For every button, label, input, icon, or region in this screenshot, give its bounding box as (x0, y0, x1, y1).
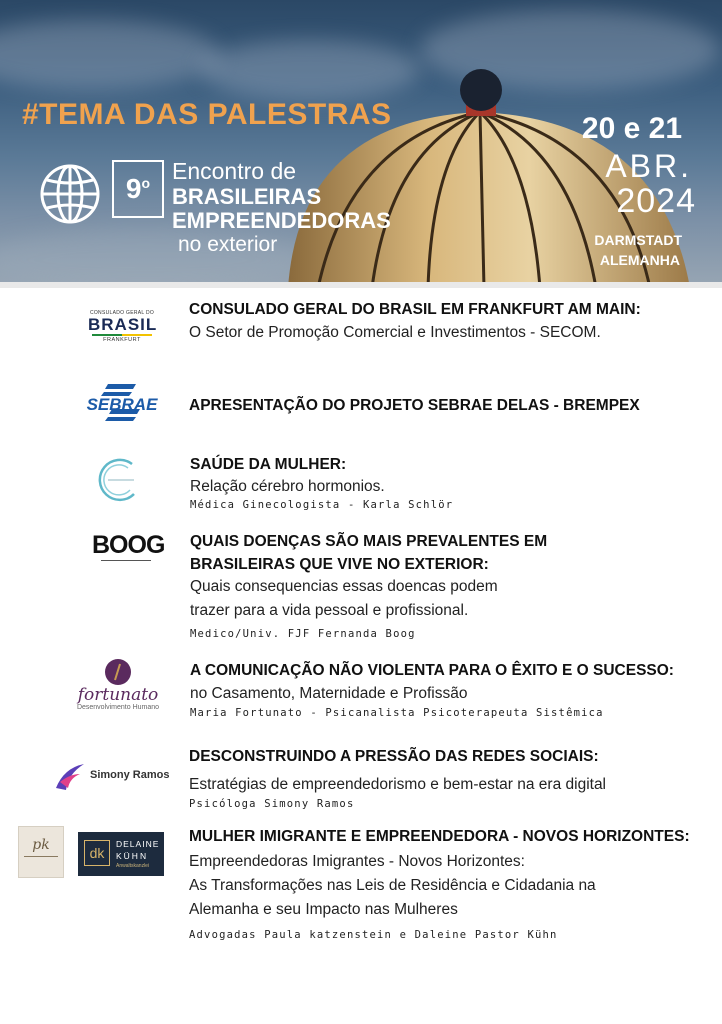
sebrae-logo: SEBRAE (86, 382, 158, 422)
fortunato-mark-icon (104, 658, 132, 686)
talk-2-heading: APRESENTAÇÃO DO PROJETO SEBRAE DELAS - BREMPEX (189, 397, 640, 414)
talk-6-body: Estratégias de empreendedorismo e bem-estar na era digital (189, 776, 607, 793)
boog-logo: BOOG (92, 531, 165, 559)
simony-swoosh-icon (54, 760, 86, 792)
talk-7-body-line3: Alemanha e seu Impacto nas Mulheres (189, 901, 458, 918)
talk-1-heading: CONSULADO GERAL DO BRASIL EM FRANKFURT AM MAIN: (189, 301, 641, 318)
talk-4-body-line1: Quais consequencias essas doencas podem (190, 578, 498, 595)
talk-3-speaker: Médica Ginecologista - Karla Schlör (190, 499, 454, 511)
talk-5-body: no Casamento, Maternidade e Profissão (190, 685, 468, 702)
talk-4-heading-line1: QUAIS DOENÇAS SÃO MAIS PREVALENTES EM (190, 533, 548, 550)
event-year: 2024 (616, 182, 696, 220)
talk-6-heading: DESCONSTRUINDO A PRESSÃO DAS REDES SOCIAIS: (189, 748, 599, 765)
talk-4-body-line2: trazer para a vida pessoal e profissional. (190, 602, 469, 619)
talk-7-speaker: Advogadas Paula katzenstein e Daleine Pastor Kühn (189, 929, 558, 941)
tema-heading: #TEMA DAS PALESTRAS (22, 98, 392, 131)
edition-badge: 9$^o$ (112, 160, 164, 218)
talk-3-body: Relação cérebro hormonios. (190, 478, 385, 495)
talk-7-body-line1: Empreendedoras Imigrantes - Novos Horizontes: (189, 853, 525, 870)
delaine-kuhn-logo: dk DELAINE KÜHN Anwaltskanzlei (78, 832, 164, 876)
pk-logo: pk (18, 826, 64, 878)
talk-1-body: O Setor de Promoção Comercial e Investimentos - SECOM. (189, 324, 601, 341)
talk-4-speaker: Medico/Univ. FJF Fernanda Boog (190, 628, 416, 640)
talk-7-body-line2: As Transformações nas Leis de Residência e Cidadania na (189, 877, 596, 894)
event-title-line3: EMPREENDEDORAS (172, 208, 391, 233)
karla-schlor-logo (94, 456, 142, 504)
event-days: 20 e 21 (581, 112, 682, 145)
talk-4-heading-line2: BRASILEIRAS QUE VIVE NO EXTERIOR: (190, 556, 489, 573)
talk-5-heading: A COMUNICAÇÃO NÃO VIOLENTA PARA O ÊXITO E O SUCESSO: (190, 662, 674, 679)
event-title-line1: Encontro de (172, 158, 297, 184)
event-city: DARMSTADT (594, 232, 682, 248)
header-banner (0, 0, 722, 288)
talk-6-speaker: Psicóloga Simony Ramos (189, 798, 355, 810)
event-country: ALEMANHA (599, 252, 680, 268)
event-title-line4: no exterior (178, 233, 278, 256)
talk-3-heading: SAÚDE DA MULHER: (190, 456, 347, 473)
globe-icon (38, 162, 102, 226)
talk-7-heading: MULHER IMIGRANTE E EMPREENDEDORA - NOVOS HORIZONTES: (189, 828, 690, 845)
event-month: ABR. (605, 148, 692, 184)
consulado-brasil-logo: CONSULADO GERAL DO BRASIL FRANKFURT (88, 310, 158, 343)
talk-5-speaker: Maria Fortunato - Psicanalista Psicoterapeuta Sistêmica (190, 707, 604, 719)
event-title-line2: BRASILEIRAS (172, 184, 322, 209)
fortunato-logo: fortunato Desenvolvimento Humano (68, 658, 168, 712)
simony-ramos-logo: Simony Ramos (54, 760, 178, 794)
